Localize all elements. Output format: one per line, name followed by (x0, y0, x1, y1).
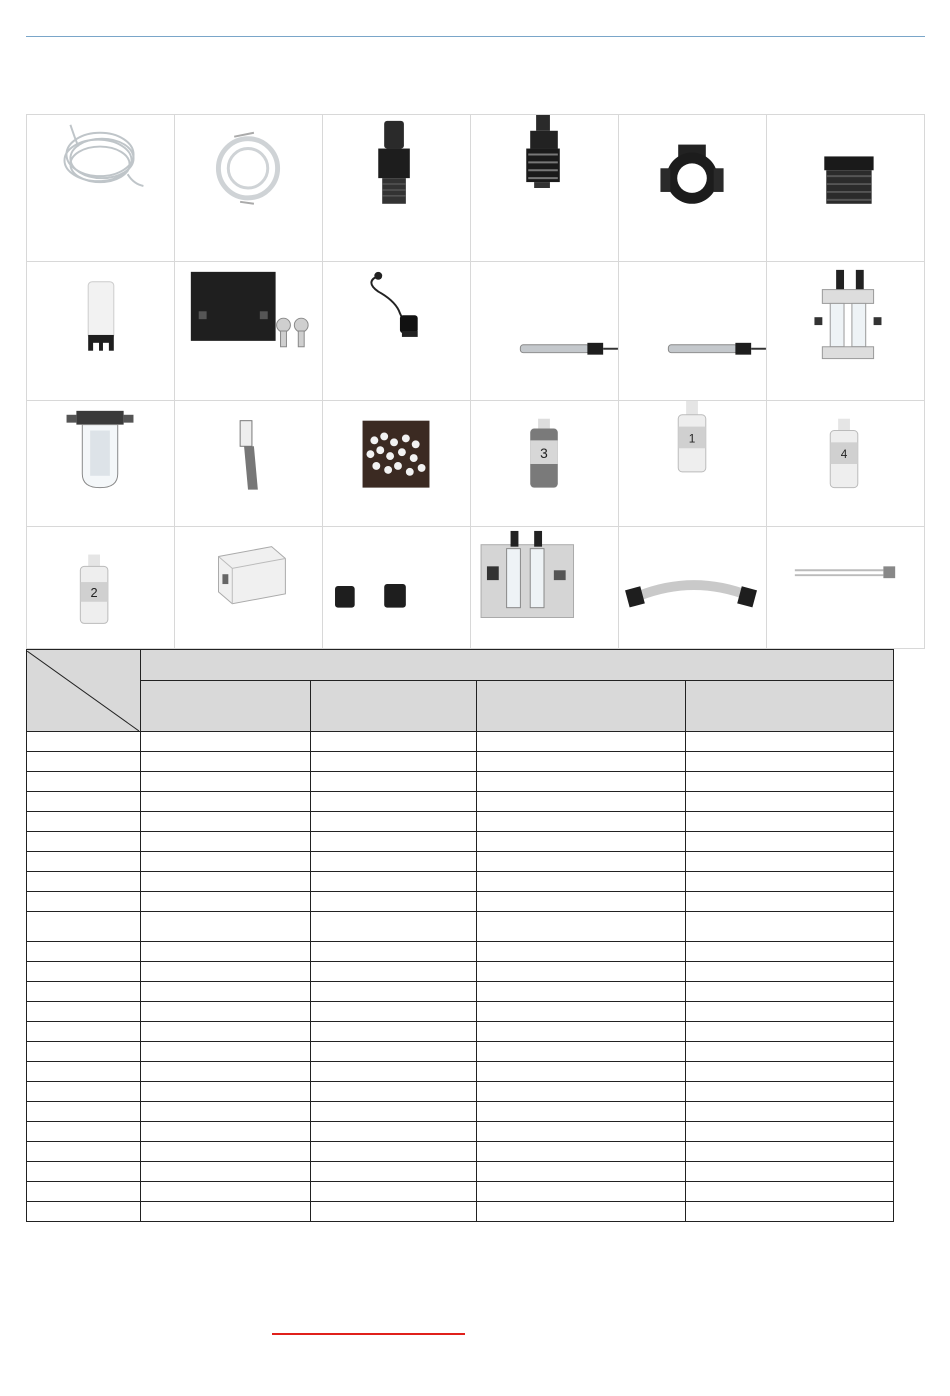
table-cell (686, 852, 894, 872)
buffer-solution-1-icon (619, 401, 766, 526)
table-cell (686, 1062, 894, 1082)
table-cell (141, 1142, 311, 1162)
table-cell (141, 852, 311, 872)
table-row (27, 1002, 894, 1022)
table-cell (477, 1122, 686, 1142)
table-cell (311, 832, 477, 852)
table-cell (311, 792, 477, 812)
table-cell (141, 812, 311, 832)
column-header (477, 681, 686, 732)
table-cell (686, 1002, 894, 1022)
table-row (27, 982, 894, 1002)
table-cell (686, 732, 894, 752)
part-cell (26, 261, 175, 401)
table-row (27, 1102, 894, 1122)
tube-coil-icon (27, 115, 174, 261)
table-row (27, 1042, 894, 1062)
table-cell (141, 1062, 311, 1082)
table-cell (141, 792, 311, 812)
table-row (27, 962, 894, 982)
table-cell (686, 772, 894, 792)
table-cell (477, 792, 686, 812)
table-cell (311, 1042, 477, 1062)
table-cell (686, 1102, 894, 1122)
table-corner-cell (27, 650, 141, 732)
ceramic-balls-icon (323, 401, 470, 526)
part-cell (618, 261, 767, 401)
svg-text:1: 1 (688, 431, 696, 446)
table-cell (311, 1102, 477, 1122)
table-row (27, 832, 894, 852)
table-cell (477, 1142, 686, 1162)
table-cell (141, 1002, 311, 1022)
table-cell (477, 1022, 686, 1042)
table-row (27, 1182, 894, 1202)
table-cell (141, 1082, 311, 1102)
table-cell (27, 1162, 141, 1182)
table-cell (141, 1202, 311, 1222)
part-cell (322, 261, 471, 401)
parts-grid (26, 114, 925, 649)
buffer-solution-2-icon (27, 527, 174, 648)
table-cell (686, 1022, 894, 1042)
table-row (27, 872, 894, 892)
table-body (27, 732, 894, 1222)
water-filter-housing-icon (27, 401, 174, 526)
svg-text:3: 3 (540, 446, 548, 462)
table-cell (311, 1082, 477, 1102)
table-cell (686, 832, 894, 852)
foot-filter-icon (471, 115, 618, 261)
table-cell (141, 732, 311, 752)
table-cell (686, 912, 894, 942)
table-cell (311, 982, 477, 1002)
part-cell (174, 114, 323, 262)
connection-cable-icon (767, 527, 924, 648)
table-cell (477, 1182, 686, 1202)
table-cell (141, 942, 311, 962)
table-cell (477, 852, 686, 872)
table-row (27, 752, 894, 772)
table-cell (27, 832, 141, 852)
table-cell (311, 892, 477, 912)
table-cell (311, 732, 477, 752)
table-row (27, 852, 894, 872)
table-cell (477, 892, 686, 912)
part-cell (26, 400, 175, 527)
table-cell (27, 1002, 141, 1022)
table-row (27, 732, 894, 752)
table-cell (27, 892, 141, 912)
table-cell (27, 872, 141, 892)
table-cell (477, 912, 686, 942)
column-header (686, 681, 894, 732)
svg-text:2: 2 (90, 584, 98, 600)
part-cell (470, 114, 619, 262)
ph-electrode-icon (471, 262, 618, 400)
pipe-saddle-clamp-icon (619, 115, 766, 261)
part-cell (26, 526, 175, 649)
table-cell (311, 852, 477, 872)
table-cell (477, 872, 686, 892)
table-cell (311, 1142, 477, 1162)
table-cell (141, 832, 311, 852)
spec-table (26, 649, 894, 1222)
top-rule (26, 36, 925, 37)
table-cell (27, 912, 141, 942)
table-group-header (141, 650, 894, 681)
part-cell (174, 526, 323, 649)
table-cell (686, 1162, 894, 1182)
table-row (27, 772, 894, 792)
filter-cartridge-icon (27, 262, 174, 400)
threaded-adapter-icon (767, 115, 924, 261)
part-cell (766, 114, 925, 262)
table-cell (311, 942, 477, 962)
injection-valve-icon (323, 115, 470, 261)
table-cell (141, 982, 311, 1002)
hose-with-fittings-icon (619, 527, 766, 648)
table-cell (311, 1062, 477, 1082)
table-cell (686, 872, 894, 892)
table-cell (311, 962, 477, 982)
table-cell (141, 912, 311, 942)
table-row (27, 1142, 894, 1162)
probe-holder-flowcell-icon (767, 262, 924, 400)
tube-roll-icon (175, 115, 322, 261)
diagonal-divider (27, 651, 139, 731)
table-cell (477, 1202, 686, 1222)
table-cell (27, 772, 141, 792)
column-header (141, 681, 311, 732)
table-row (27, 942, 894, 962)
table-cell (311, 772, 477, 792)
table-cell (27, 792, 141, 812)
part-cell (766, 261, 925, 401)
table-cell (311, 872, 477, 892)
level-probe-icon (323, 262, 470, 400)
table-row (27, 1162, 894, 1182)
table-cell (686, 1142, 894, 1162)
table-cell (311, 1022, 477, 1042)
part-cell (766, 526, 925, 649)
part-cell (322, 400, 471, 527)
table-cell (27, 732, 141, 752)
table-cell (311, 1122, 477, 1142)
table-cell (477, 832, 686, 852)
part-cell (470, 261, 619, 401)
part-cell (618, 400, 767, 527)
column-header (311, 681, 477, 732)
table-cell (27, 852, 141, 872)
table-cell (311, 1182, 477, 1202)
table-cell (686, 1182, 894, 1202)
table-cell (27, 942, 141, 962)
table-cell (686, 792, 894, 812)
table-row (27, 1082, 894, 1102)
table-row (27, 1202, 894, 1222)
table-cell (686, 812, 894, 832)
part-cell (618, 114, 767, 262)
table-cell (477, 1162, 686, 1182)
caps-pair-icon (323, 527, 470, 648)
part-cell (26, 114, 175, 262)
junction-box-icon (175, 527, 322, 648)
table-cell (477, 772, 686, 792)
table-cell (27, 1022, 141, 1042)
table-cell (141, 1102, 311, 1122)
table-row (27, 792, 894, 812)
table-cell (311, 912, 477, 942)
table-cell (141, 1022, 311, 1042)
table-cell (311, 1002, 477, 1022)
table-cell (686, 1082, 894, 1102)
table-cell (686, 962, 894, 982)
table-row (27, 1122, 894, 1142)
table-cell (686, 942, 894, 962)
table-cell (141, 772, 311, 792)
part-cell (470, 400, 619, 527)
table-cell (141, 962, 311, 982)
table-cell (141, 892, 311, 912)
table-cell (686, 1202, 894, 1222)
table-cell (311, 1202, 477, 1222)
table-cell (477, 812, 686, 832)
part-cell (766, 400, 925, 527)
table-cell (27, 962, 141, 982)
table-cell (686, 1122, 894, 1142)
table-row (27, 892, 894, 912)
part-cell (174, 400, 323, 527)
table-cell (477, 1002, 686, 1022)
part-cell (470, 526, 619, 649)
table-row (27, 1062, 894, 1082)
table-cell (27, 1122, 141, 1142)
table-cell (27, 1182, 141, 1202)
buffer-solution-4-icon (767, 401, 924, 526)
link-underline (272, 1333, 465, 1335)
probe-panel-icon (471, 527, 618, 648)
wall-bracket-with-screws-icon (175, 262, 322, 400)
table-cell (477, 732, 686, 752)
svg-text:4: 4 (840, 447, 848, 462)
table-cell (477, 752, 686, 772)
table-cell (477, 1062, 686, 1082)
table-row (27, 1022, 894, 1042)
table-cell (141, 1182, 311, 1202)
table-cell (311, 1162, 477, 1182)
table-cell (141, 1122, 311, 1142)
table-cell (686, 752, 894, 772)
table-cell (27, 1062, 141, 1082)
part-cell (618, 526, 767, 649)
table-row (27, 912, 894, 942)
table-cell (477, 942, 686, 962)
part-cell (322, 114, 471, 262)
table-cell (686, 982, 894, 1002)
table-cell (141, 752, 311, 772)
rx-electrode-icon (619, 262, 766, 400)
table-cell (311, 752, 477, 772)
table-row (27, 812, 894, 832)
table-cell (477, 962, 686, 982)
table-cell (311, 812, 477, 832)
table-cell (477, 1102, 686, 1122)
table-cell (686, 1042, 894, 1062)
table-cell (27, 1042, 141, 1062)
table-cell (141, 872, 311, 892)
table-cell (141, 1042, 311, 1062)
buffer-solution-3-icon (471, 401, 618, 526)
table-cell (141, 1162, 311, 1182)
table-cell (477, 1042, 686, 1062)
table-cell (27, 1082, 141, 1102)
table-cell (27, 1102, 141, 1122)
part-cell (322, 526, 471, 649)
electrode-brush-icon (175, 401, 322, 526)
table-cell (27, 752, 141, 772)
table-cell (686, 892, 894, 912)
table-cell (477, 1082, 686, 1102)
table-cell (27, 1142, 141, 1162)
table-cell (27, 1202, 141, 1222)
table-cell (27, 982, 141, 1002)
part-cell (174, 261, 323, 401)
table-cell (477, 982, 686, 1002)
table-cell (27, 812, 141, 832)
